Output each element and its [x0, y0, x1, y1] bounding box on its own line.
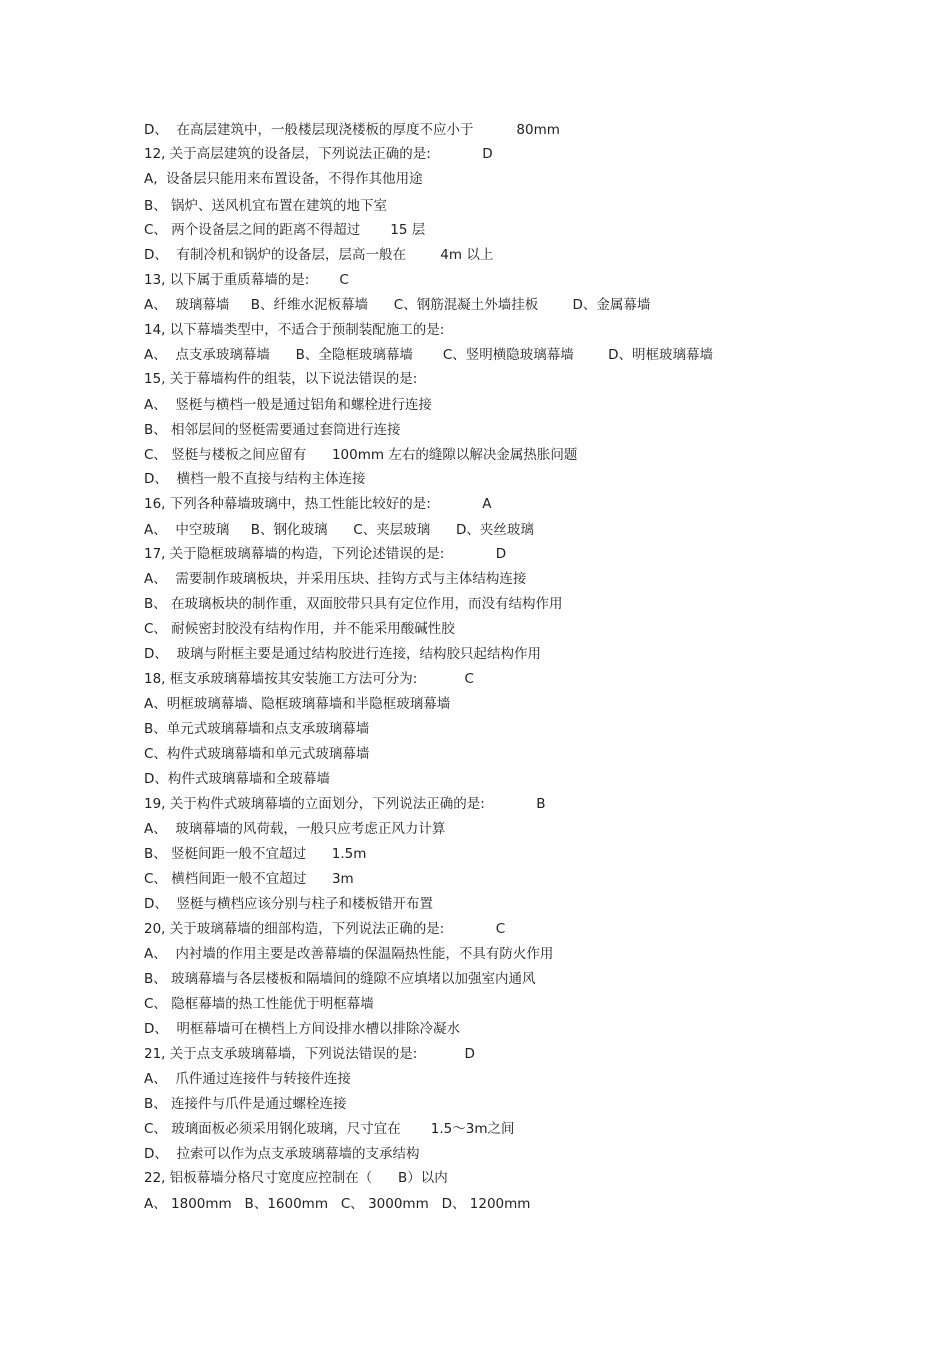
question-21: 21, 关于点支承玻璃幕墙，下列说法错误的是: D: [144, 1046, 475, 1062]
text-line: C、 竖梃与楼板之间应留有 100mm 左右的缝隙以解决金属热胀问题: [144, 447, 578, 463]
text-line: B、单元式玻璃幕墙和点支承玻璃幕墙: [144, 721, 370, 737]
text-line: A、 玻璃幕墙 B、纤维水泥板幕墙 C、钢筋混凝土外墙挂板 D、金属幕墙: [144, 297, 651, 313]
question-13: 13, 以下属于重质幕墙的是: C: [144, 272, 349, 288]
text-line: A、 中空玻璃 B、钢化玻璃 C、夹层玻璃 D、夹丝玻璃: [144, 522, 534, 538]
text-line: D、 拉索可以作为点支承玻璃幕墙的支承结构: [144, 1146, 420, 1162]
text-line: B、 竖梃间距一般不宜超过 1.5m: [144, 846, 367, 862]
text-line: D、 横档一般不直接与结构主体连接: [144, 471, 366, 487]
text-line: A、 点支承玻璃幕墙 B、全隐框玻璃幕墙 C、竖明横隐玻璃幕墙 D、明框玻璃幕墙: [144, 347, 714, 363]
text-line: D、构件式玻璃幕墙和全玻幕墙: [144, 771, 330, 787]
text-line: A, 设备层只能用来布置设备，不得作其他用途: [144, 171, 423, 187]
question-22: 22, 铝板幕墙分格尺寸宽度应控制在（ B）以内: [144, 1170, 448, 1186]
text-line: A、 竖梃与横档一般是通过铝角和螺栓进行连接: [144, 397, 432, 413]
text-line: A、 玻璃幕墙的风荷载，一般只应考虑正风力计算: [144, 821, 446, 837]
question-20: 20, 关于玻璃幕墙的细部构造，下列说法正确的是: C: [144, 921, 506, 937]
text-line: D、 有制冷机和锅炉的设备层，层高一般在 4m 以上: [144, 247, 494, 263]
text-line: A、 需要制作玻璃板块，并采用压块、挂钩方式与主体结构连接: [144, 571, 527, 587]
text-line: A、明框玻璃幕墙、隐框玻璃幕墙和半隐框玻璃幕墙: [144, 696, 451, 712]
text-line: C、 隐框幕墙的热工性能优于明框幕墙: [144, 996, 374, 1012]
text-line: B、 锅炉、送风机宜布置在建筑的地下室: [144, 198, 388, 214]
text-line: B、 玻璃幕墙与各层楼板和隔墙间的缝隙不应填堵以加强室内通风: [144, 971, 536, 987]
question-15: 15, 关于幕墙构件的组装，以下说法错误的是:: [144, 371, 418, 387]
text-line: C、 横档间距一般不宜超过 3m: [144, 871, 354, 887]
question-12: 12, 关于高层建筑的设备层，下列说法正确的是: D: [144, 146, 493, 162]
text-line: C、 玻璃面板必须采用钢化玻璃，尺寸宜在 1.5～3m之间: [144, 1121, 515, 1137]
text-line: C、构件式玻璃幕墙和单元式玻璃幕墙: [144, 746, 370, 762]
question-18: 18, 框支承玻璃幕墙按其安装施工方法可分为: C: [144, 671, 474, 687]
text-line: A、 1800mm B、1600mm C、 3000mm D、 1200mm: [144, 1196, 531, 1212]
question-17: 17, 关于隐框玻璃幕墙的构造，下列论述错误的是: D: [144, 546, 507, 562]
text-line: D、 明框幕墙可在横档上方间设排水槽以排除冷凝水: [144, 1021, 460, 1037]
text-line: C、 两个设备层之间的距离不得超过 15 层: [144, 222, 426, 238]
text-line: D、 在高层建筑中，一般楼层现浇楼板的厚度不应小于 80mm: [144, 122, 560, 138]
question-14: 14, 以下幕墙类型中，不适合于预制装配施工的是:: [144, 322, 445, 338]
text-line: B、 连接件与爪件是通过螺栓连接: [144, 1096, 347, 1112]
text-line: D、 竖梃与横档应该分别与柱子和楼板错开布置: [144, 896, 433, 912]
question-16: 16, 下列各种幕墙玻璃中，热工性能比较好的是: A: [144, 496, 492, 512]
text-line: A、 内衬墙的作用主要是改善幕墙的保温隔热性能，不具有防火作用: [144, 946, 554, 962]
text-line: D、 玻璃与附框主要是通过结构胶进行连接，结构胶只起结构作用: [144, 646, 541, 662]
text-line: B、 在玻璃板块的制作重，双面胶带只具有定位作用，而没有结构作用: [144, 596, 563, 612]
question-19: 19, 关于构件式玻璃幕墙的立面划分，下列说法正确的是: B: [144, 796, 546, 812]
text-line: B、 相邻层间的竖梃需要通过套筒进行连接: [144, 422, 401, 438]
text-line: A、 爪件通过连接件与转接件连接: [144, 1071, 351, 1087]
text-line: C、 耐候密封胶没有结构作用，并不能采用酸碱性胶: [144, 621, 455, 637]
